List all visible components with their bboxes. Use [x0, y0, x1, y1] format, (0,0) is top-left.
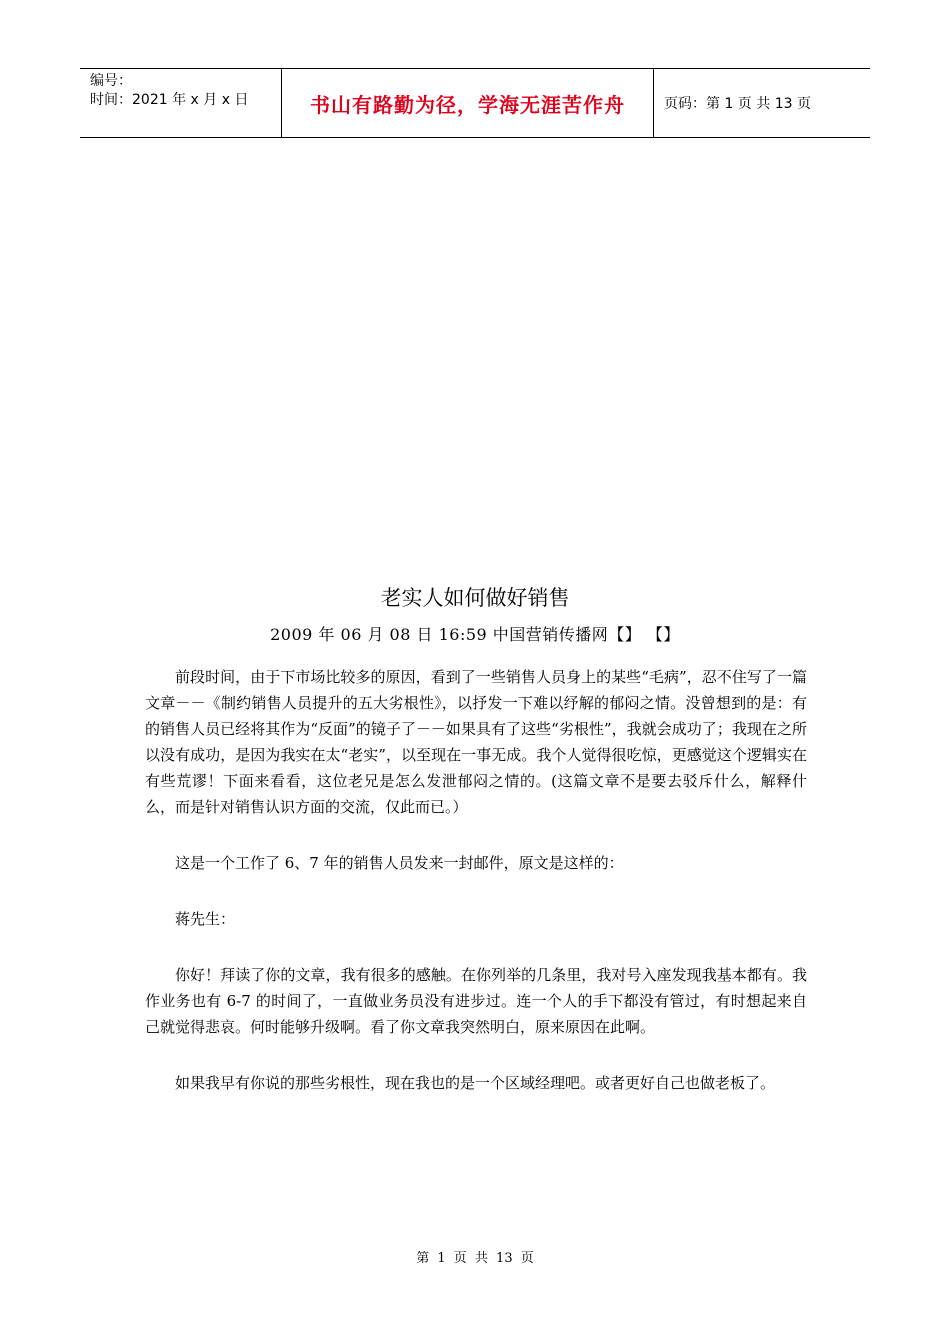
page-footer: 第 1 页 共 13 页: [416, 1251, 534, 1266]
document-number-label: 编号：: [90, 73, 132, 89]
header-motto-cell: [282, 69, 654, 137]
document-date: 时间：2021 年 x 月 x 日: [90, 92, 249, 108]
paragraph: 蒋先生：: [175, 910, 236, 928]
paragraph: 你好！拜读了你的文章，我有很多的感触。在你列举的几条里，我对号入座发现我基本都有。我作业务也有 6-7 的时间了，一直做业务员没有进步过。连一个人的手下都没有管过，有时想起来自己就觉得悲哀。何时能够升级啊。看了你文章我突然明白，原来原因在此啊。: [145, 966, 807, 1036]
paragraph: 如果我早有你说的那些劣根性，现在我也的是一个区域经理吧。或者更好自己也做老板了。: [175, 1074, 776, 1092]
motto-text: 书山有路勤为径，学海无涯苦作舟: [310, 92, 625, 117]
header-table: [80, 68, 870, 138]
paragraph: 这是一个工作了 6、7 年的销售人员发来一封邮件，原文是这样的：: [175, 854, 624, 872]
header-meta-cell: [80, 69, 282, 137]
article-byline: 2009 年 06 月 08 日 16:59 中国营销传播网【】 【】: [270, 625, 680, 644]
header-page-cell: [654, 69, 870, 137]
article-body: [145, 664, 807, 1126]
page-code: 页码：第 1 页 共 13 页: [664, 96, 811, 112]
article-title: 老实人如何做好销售: [380, 586, 570, 610]
paragraph: 前段时间，由于下市场比较多的原因，看到了一些销售人员身上的某些“毛病”，忍不住写了一篇文章－－《制约销售人员提升的五大劣根性》，以抒发一下难以纾解的郁闷之情。没曾想到的是：有的销售人员已经将其作为“反面”的镜子了－－如果具有了这些“劣根性”，我就会成功了；我现在之所以没有成功，是因为我实在太“老实”，以至现在一事无成。我个人觉得很吃惊，更感觉这个逻辑实在有些荒谬！下面来看看，这位老兄是怎么发泄郁闷之情的。(这篇文章不是要去驳斥什么，解释什么，而是针对销售认识方面的交流，仅此而已。）: [145, 668, 807, 816]
